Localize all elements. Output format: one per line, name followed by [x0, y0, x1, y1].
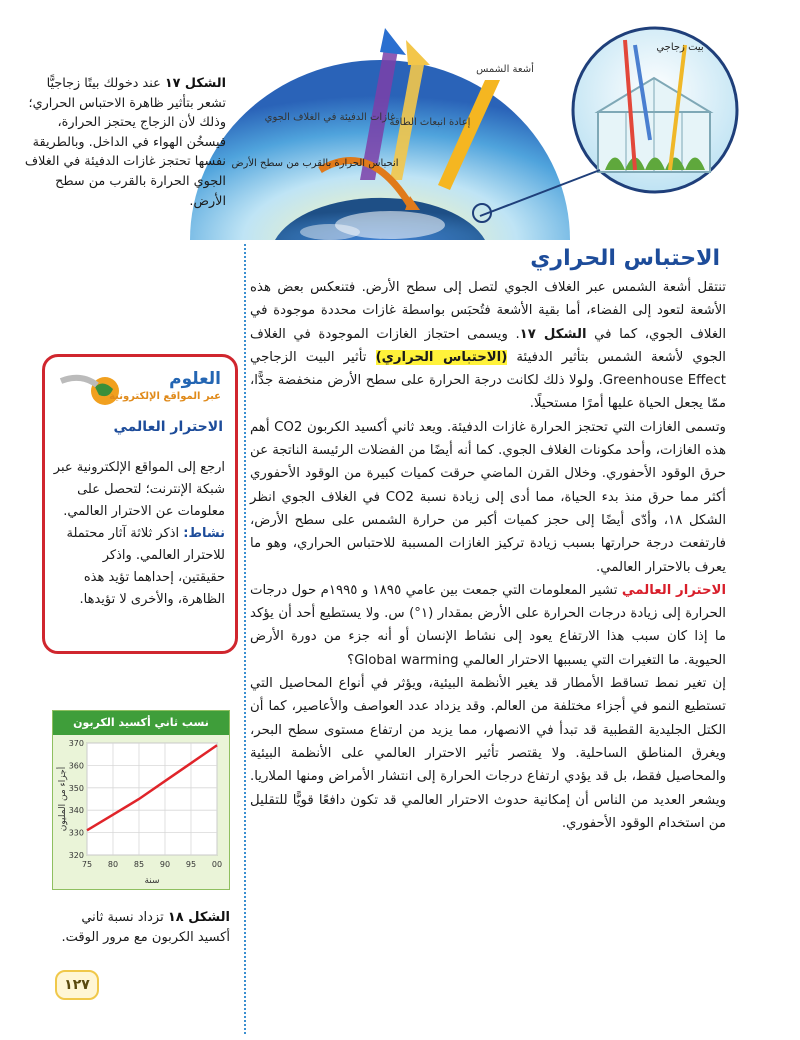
paragraph-1: [250, 276, 726, 416]
globe-icon: [55, 367, 125, 411]
global-warming-heading: الاحترار العالمي: [621, 582, 727, 598]
p1-part-c: تأثير البيت الزجاجي Greenhouse Effect. ولولا ذلك لكانت درجة الحرارة على سطح الأرض منخفضة جدًّا، ممّا يجعل الحياة عليها أمرًا مستحيلًا.: [250, 349, 726, 412]
page-number: ١٢٧: [64, 977, 90, 993]
x-tick-label: 75: [81, 860, 93, 869]
y-tick-label: 320: [68, 851, 84, 860]
x-axis-ticks: [82, 860, 222, 869]
figure-17-caption-text: عند دخولك بيتًا زجاجيًّا تشعر بتأثير ظاهرة الاحتباس الحراري؛ وذلك لأن الزجاج يحتجز الحرارة، فيسخُن الهواء في الداخل. وبالطريقة نفسها تحتجز غازات الدفيئة في الغلاف الجوي الحرارة بالقرب من سطح الأرض.: [24, 76, 226, 209]
co2-line-chart: [53, 735, 229, 889]
figure-18-caption: [56, 908, 230, 948]
science-online-subtitle: عبر المواقع الإلكترونية: [109, 391, 221, 402]
label-greenhouse: بيت زجاجي: [656, 42, 704, 53]
x-tick-label: 80: [107, 860, 119, 869]
y-tick-label: 330: [68, 828, 84, 838]
y-tick-label: 370: [68, 739, 84, 748]
p3-text: تشير المعلومات التي جمعت بين عامي ١٨٩٥ و ١٩٩٥م حول درجات الحرارة إلى زيادة درجات الحرارة على الأرض بمقدار (١°) س. ولا يستطيع أحد أن يؤكد ما إذا كان سبب هذا الارتفاع يعود إلى نشاط الإنسان أو أنه جزء من دورة الأرض الحيوية. ما التغيرات التي يسببها الاحترار العالمي Global warming؟: [250, 582, 727, 668]
science-online-body: [53, 457, 225, 611]
column-divider: [244, 244, 246, 1034]
paragraph-3: [250, 579, 726, 672]
figure-17-caption: [18, 74, 226, 211]
figure-17-reference[interactable]: الشكل ١٧: [519, 326, 587, 342]
y-tick-label: 350: [68, 783, 84, 793]
section-title: الاحتباس الحراري: [530, 246, 720, 271]
science-online-box: [42, 354, 238, 654]
science-online-heading: الاحترار العالمي: [113, 419, 223, 435]
x-tick-label: 90: [159, 860, 171, 869]
co2-chart: [52, 710, 230, 890]
label-sunlight: أشعة الشمس: [476, 64, 534, 75]
x-tick-label: 00: [211, 860, 223, 869]
main-text-column: [250, 276, 726, 835]
science-online-text: ارجع إلى المواقع الإلكترونية عبر شبكة الإنترنت؛ لتحصل على معلومات عن الاحترار العالمي.: [53, 460, 225, 519]
y-axis-ticks: [69, 739, 84, 860]
activity-text: اذكر ثلاثة آثار محتملة للاحترار العالمي. واذكر حقيقتين، إحداهما تؤيد هذه الظاهرة، والأخرى لا تؤيدها.: [66, 526, 225, 607]
p1-part-b: . ويسمى احتجاز الغازات الموجودة في الغلاف الجوي لأشعة الشمس بتأثير الدفيئة: [250, 326, 726, 365]
x-axis-label: سنة: [144, 876, 160, 886]
greenhouse-inset: [573, 28, 737, 192]
y-tick-label: 340: [68, 806, 84, 816]
y-tick-label: 360: [68, 761, 84, 771]
y-axis-label: أجزاء من المليون: [58, 766, 68, 832]
figure-18-caption-text: تزداد نسبة ثاني أكسيد الكربون مع مرور الوقت.: [61, 910, 230, 945]
highlighted-term: (الاحتباس الحراري): [375, 349, 508, 365]
x-tick-label: 95: [185, 860, 197, 869]
page-number-badge: [55, 970, 99, 1000]
science-online-title: العلوم: [169, 369, 221, 389]
label-gases: غازات الدفيئة في الغلاف الجوي: [264, 112, 396, 123]
earth-atmosphere-illustration: [180, 20, 740, 240]
paragraph-2: وتسمى الغازات التي تحتجز الحرارة غازات الدفيئة. ويعد ثاني أكسيد الكربون CO2 أهم هذه الغازات، وأحد مكونات الغلاف الجوي. كما أنه أيضًا من الفضلات الرئيسة الناتجة عن حرق الوقود الأحفوري. وخلال القرن الماضي حرقت كميات كبيرة من الوقود الأحفوري أكثر مما حرق منذ بدء الحياة، مما أدى إلى زيادة نسبة CO2 في الغلاف الجوي انظر الشكل ١٨، وأدّى أيضًا إلى حجز كميات أكبر من حرارة الشمس على سطح الأرض، فارتفعت درجة حرارتها بسبب زيادة تركيز الغازات المسببة للاحتباس الحراري، وهو ما يعرف بالاحترار العالمي.: [249, 419, 727, 575]
label-reradiation: إعادة انبعاث الطاقة: [389, 117, 471, 128]
figure-17-label: الشكل ١٧: [164, 76, 226, 91]
chart-title: نسب ثاني أكسيد الكربون: [53, 711, 229, 735]
x-tick-label: 85: [133, 860, 145, 869]
activity-label: نشاط:: [183, 526, 225, 541]
figure-18-label: الشكل ١٨: [167, 910, 230, 925]
paragraph-4: إن تغير نمط تساقط الأمطار قد يغير الأنظمة البيئية، ويؤثر في أنواع المحاصيل التي تستطيع النمو في أجزاء مختلفة من العالم. وقد يزداد عدد العواصف والأعاصير، كما أن الكتل الجليدية القطبية قد تبدأ في الانصهار، مما يزيد من ارتفاع مستوى سطح البحر، ويغرق المناطق الساحلية. ولا يقتصر تأثير الاحترار العالمي على الأنظمة البيئية والمحاصيل فقط، بل قد يؤدي ارتفاع درجات الحرارة إلى انتشار الأمراض ومنها الملاريا. ويشعر العديد من الناس أن إمكانية حدوث الاحترار العالمي قد تكون دافعًا قويًّا للتقليل من استخدام الوقود الأحفوري.: [250, 676, 726, 831]
label-trapping: انحباس الحرارة بالقرب من سطح الأرض: [231, 158, 399, 169]
p1-part-a: تنتقل أشعة الشمس عبر الغلاف الجوي لتصل إلى سطح الأرض. فتنعكس بعض هذه الأشعة لتعود إلى الفضاء، أما بقية الأشعة فتُحبَس بواسطة غازات محددة موجودة في الغلاف الجوي، كما في: [250, 280, 727, 342]
figure-17-greenhouse-effect: [180, 20, 740, 240]
